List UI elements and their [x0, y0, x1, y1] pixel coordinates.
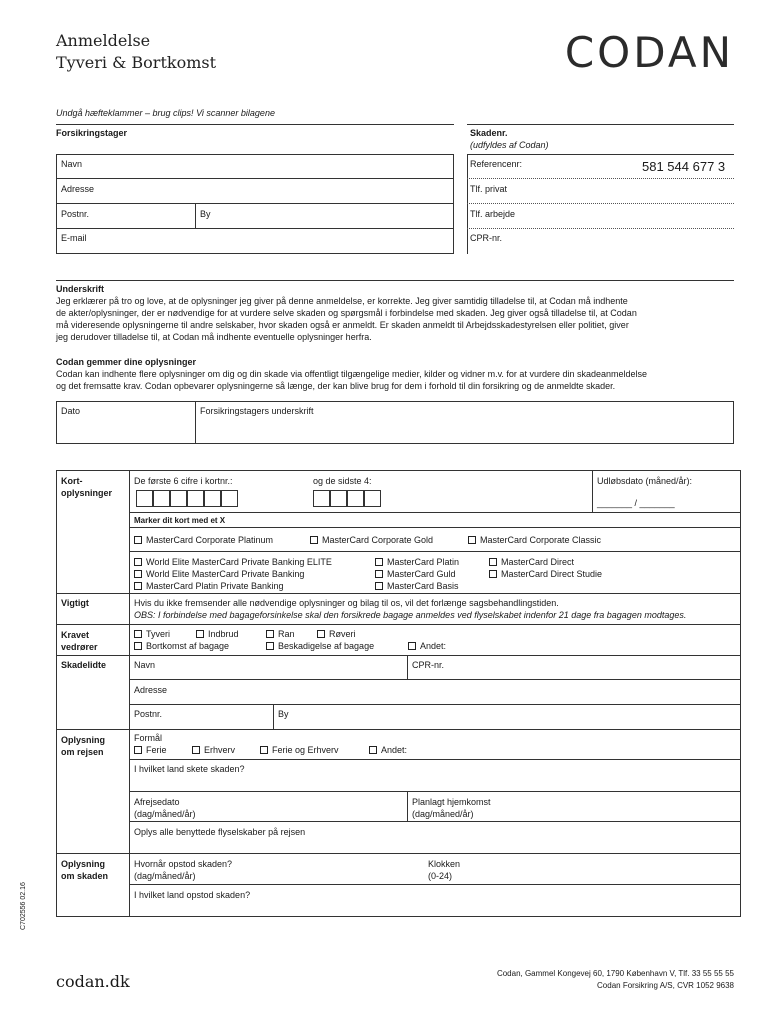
- cpr-field[interactable]: CPR-nr.: [470, 233, 503, 243]
- card-option-gold[interactable]: MasterCard Corporate Gold: [310, 535, 433, 545]
- departure-date-field[interactable]: Afrejsedato (dag/måned/år): [134, 797, 196, 819]
- title-line1: Anmeldelse: [56, 31, 151, 50]
- event-burglary[interactable]: Indbrud: [196, 629, 239, 639]
- injured-city-field[interactable]: By: [278, 709, 289, 719]
- storage-heading: Codan gemmer dine oplysninger: [56, 357, 197, 367]
- event-lost-luggage[interactable]: Bortkomst af bagage: [134, 641, 229, 651]
- form-title: [56, 30, 216, 74]
- last4-digits[interactable]: [313, 490, 384, 507]
- codan-logo: CODAN: [564, 28, 734, 77]
- purpose-holiday[interactable]: Ferie: [134, 745, 167, 755]
- email-field[interactable]: E-mail: [61, 233, 87, 243]
- damage-label: Oplysning om skaden: [61, 859, 109, 881]
- signature-heading: Underskrift: [56, 284, 105, 294]
- mark-card-label: Marker dit kort med et X: [134, 516, 226, 525]
- event-mugging[interactable]: Røveri: [317, 629, 356, 639]
- reference-number: 581 544 677 3: [642, 159, 726, 174]
- first6-label: De første 6 cifre i kortnr.:: [134, 476, 233, 486]
- travel-country-field[interactable]: I hvilket land skete skaden?: [134, 764, 245, 774]
- date-field[interactable]: Dato: [61, 406, 81, 416]
- event-other[interactable]: Andet:: [408, 641, 446, 651]
- storage-text: Codan kan indhente flere oplysninger om dig og din skade via offentligt tilgængelige medier, kilder og vidner m.v. for at vurdere din skadeanmeldelse og det fremsatte krav. Codan opbevarer oplysningerne så længe, der kan blive brug for dem i forhold til din forsikring og de anmeldte skader.: [56, 369, 648, 391]
- airlines-field[interactable]: Oplys alle benyttede flyselskaber på rejsen: [134, 827, 306, 837]
- injured-label: Skadelidte: [61, 660, 107, 670]
- important-line1: Hvis du ikke fremsender alle nødvendige oplysninger og bilag til os, vil det forlænge sagsbehandlingstiden.: [134, 598, 559, 608]
- injured-cpr-field[interactable]: CPR-nr.: [412, 660, 445, 670]
- event-robbery[interactable]: Ran: [266, 629, 295, 639]
- expiry-input[interactable]: _______ / _______: [597, 498, 675, 508]
- card-label: Kort- oplysninger: [61, 476, 113, 498]
- card-options-col3[interactable]: MasterCard Direct MasterCard Direct Studie: [489, 556, 602, 580]
- signature-box: [56, 401, 734, 444]
- expiry-label: Udløbsdato (måned/år):: [597, 476, 693, 486]
- event-damaged-luggage[interactable]: Beskadigelse af bagage: [266, 641, 374, 651]
- event-theft[interactable]: Tyveri: [134, 629, 170, 639]
- address-field[interactable]: Adresse: [61, 184, 95, 194]
- purpose-label: Formål: [134, 733, 163, 743]
- card-option-platinum[interactable]: MasterCard Corporate Platinum: [134, 535, 273, 545]
- purpose-business[interactable]: Erhverv: [192, 745, 235, 755]
- signature-field[interactable]: Forsikringstagers underskrift: [200, 406, 314, 416]
- injured-postal-field[interactable]: Postnr.: [134, 709, 163, 719]
- damage-time-field[interactable]: Klokken (0-24): [428, 859, 461, 881]
- footer-address: Codan, Gammel Kongevej 60, 1790 København V, Tlf. 33 55 55 55 Codan Forsikring A/S, CVR 1052 9638: [496, 969, 734, 990]
- last4-label: og de sidste 4:: [313, 476, 372, 486]
- card-options-col1[interactable]: World Elite MasterCard Private Banking ELITE World Elite MasterCard Private Banking MasterCard Platin Private Banking: [134, 556, 332, 592]
- important-label: Vigtigt: [61, 598, 89, 608]
- title-line2: Tyveri & Bortkomst: [56, 53, 217, 72]
- travel-label: Oplysning om rejsen: [61, 735, 106, 757]
- phone-private-field[interactable]: Tlf. privat: [470, 184, 508, 194]
- policyholder-box: [56, 154, 454, 254]
- staple-note: Undgå hæfteklammer – brug clips! Vi scanner bilagene: [56, 108, 275, 118]
- claim-subheading: (udfyldes af Codan): [470, 140, 549, 150]
- first6-digits[interactable]: [136, 490, 241, 507]
- card-option-classic[interactable]: MasterCard Corporate Classic: [468, 535, 601, 545]
- event-label: Kravet vedrører: [61, 630, 98, 652]
- website: codan.dk: [56, 972, 130, 991]
- damage-date-field[interactable]: Hvornår opstod skaden? (dag/måned/år): [134, 859, 233, 881]
- policyholder-heading: Forsikringstager: [56, 128, 128, 138]
- reference-label: Referencenr:: [470, 159, 523, 169]
- return-date-field[interactable]: Planlagt hjemkomst (dag/måned/år): [412, 797, 491, 819]
- damage-country-field[interactable]: I hvilket land opstod skaden?: [134, 890, 251, 900]
- injured-address-field[interactable]: Adresse: [134, 685, 168, 695]
- form-code: C702556 02.16: [20, 882, 27, 930]
- important-line2: OBS: I forbindelse med bagageforsinkelse skal den forsikrede bagage anmeldes ved flyselskabet indenfor 21 dage fra bagagen modtages.: [134, 610, 687, 620]
- phone-work-field[interactable]: Tlf. arbejde: [470, 209, 516, 219]
- name-field[interactable]: Navn: [61, 159, 83, 169]
- injured-name-field[interactable]: Navn: [134, 660, 156, 670]
- purpose-other[interactable]: Andet:: [369, 745, 407, 755]
- purpose-both[interactable]: Ferie og Erhverv: [260, 745, 339, 755]
- card-options-col2[interactable]: MasterCard Platin MasterCard Guld MasterCard Basis: [375, 556, 459, 592]
- declaration-text: Jeg erklærer på tro og love, at de oplysninger jeg giver på denne anmeldelse, er korrekte. Jeg giver samtidig tilladelse til, at Codan må indhente de akter/oplysninger, der er nødvendige for at vurdere selve skaden og spørgsmål i forbindelse med skaden. Jeg giver også tilladelse til, at Codan må videresende oplysningerne til andre selskaber, hvor skaden også er anmeldt. Er skaden anmeldt til Arbejdsskadestyrelsen eller politiet, giver jeg derudover tilladelse til, at Codan må indhente eventuelle oplysninger herfra.: [56, 296, 637, 342]
- city-field[interactable]: By: [200, 209, 211, 219]
- claim-heading: Skadenr.: [470, 128, 508, 138]
- postal-field[interactable]: Postnr.: [61, 209, 90, 219]
